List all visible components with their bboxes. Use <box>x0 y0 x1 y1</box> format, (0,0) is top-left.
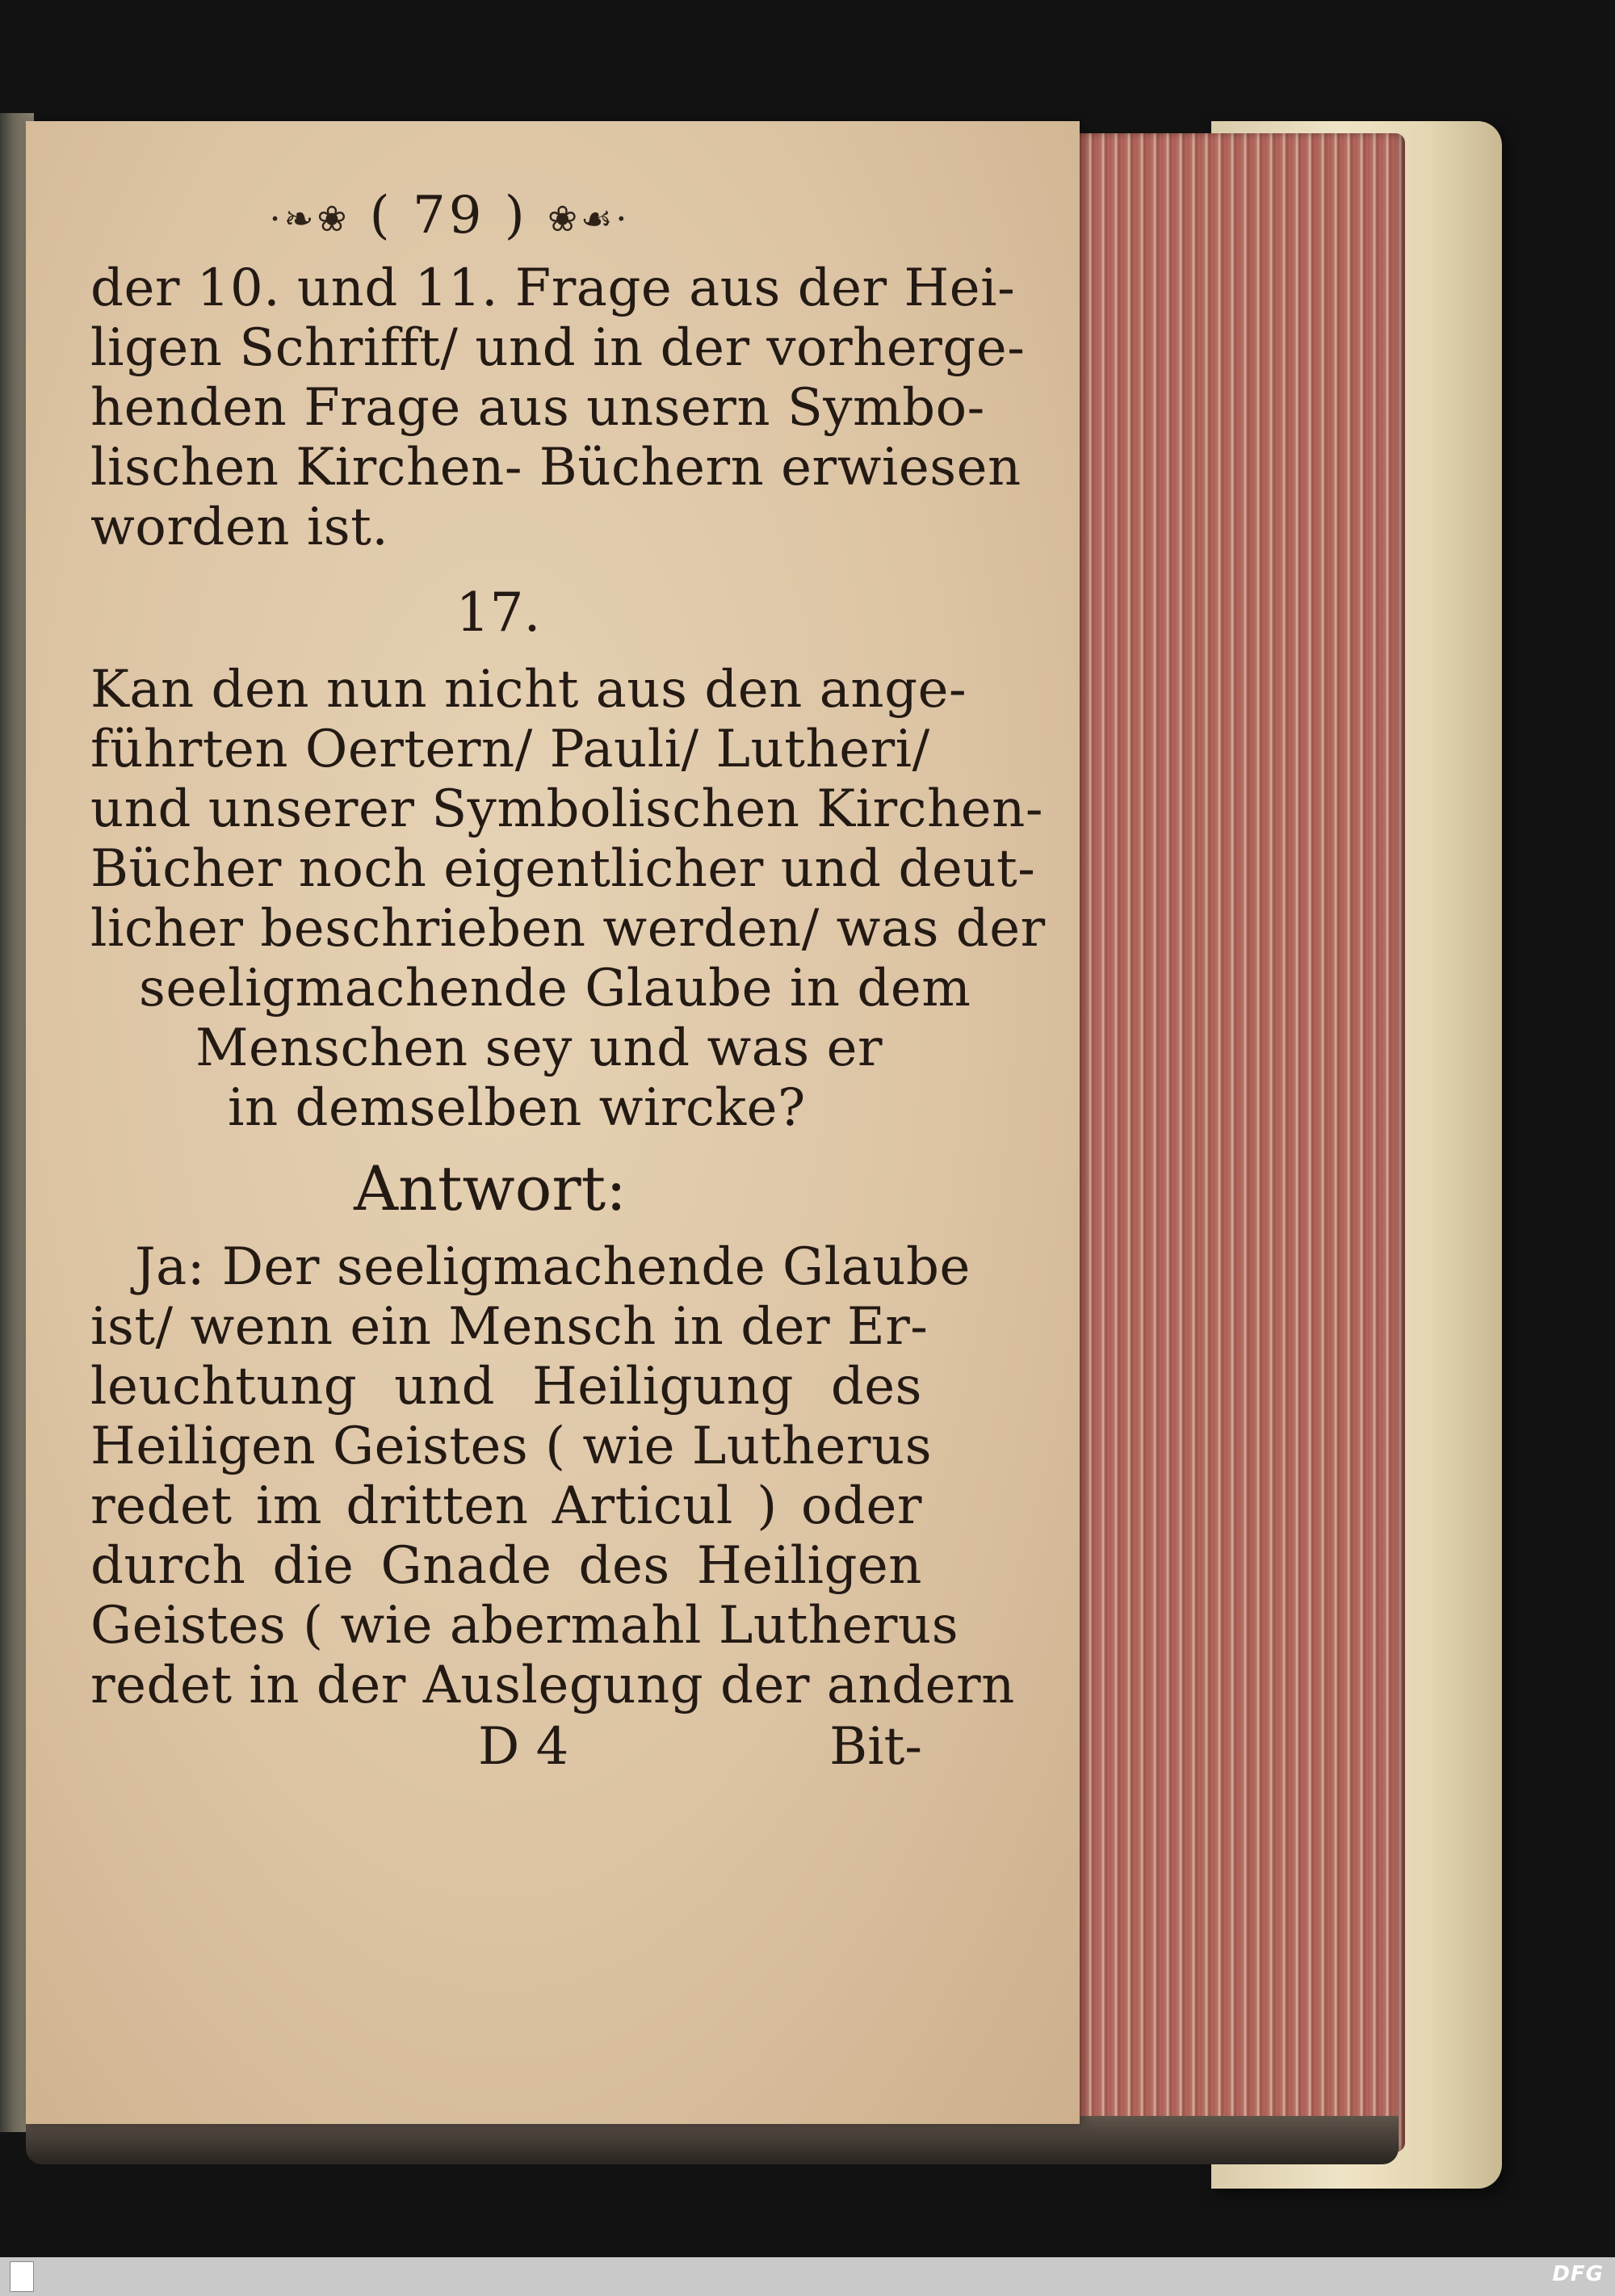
viewer-footer-bar <box>0 2257 1615 2296</box>
page-header <box>0 186 922 258</box>
answer-line: redet im dritten Articul ) oder <box>90 1476 922 1536</box>
question-number: 17. <box>455 581 541 644</box>
answer-line: leuchtung und Heiligung des <box>90 1357 922 1417</box>
answer-heading: Antwort: <box>354 1152 627 1224</box>
question-line: Menschen sey und was er <box>195 1018 883 1078</box>
dfg-logo: DFG <box>1552 2262 1604 2286</box>
library-logo-icon <box>10 2261 34 2292</box>
text-line: der 10. und 11. Frage aus der Hei- <box>90 258 1016 318</box>
answer-line: redet in der Auslegung der andern <box>90 1656 1015 1715</box>
page-foot <box>90 1717 922 1782</box>
page-number: ( 79 ) <box>369 186 528 246</box>
answer-line: Ja: Der seeligmachende Glaube <box>135 1237 971 1297</box>
text-line: worden ist. <box>90 497 389 557</box>
text-line: henden Frage aus unsern Symbo- <box>90 378 985 438</box>
catchword: Bit- <box>829 1717 922 1777</box>
answer-line: ist/ wenn ein Mensch in der Er- <box>90 1297 929 1357</box>
answer-line: durch die Gnade des Heiligen <box>90 1536 922 1596</box>
ornament-left-icon: ·❧❀ <box>269 199 350 240</box>
red-page-edges <box>1058 133 1405 2152</box>
question-line: seeligmachende Glaube in dem <box>139 959 971 1018</box>
question-line: und unserer Symbolischen Kirchen- <box>90 779 1043 839</box>
text-line: lischen Kirchen- Büchern erwiesen <box>90 438 1021 497</box>
question-line: Bücher noch eigentlicher und deut- <box>90 839 1036 899</box>
page-text <box>90 186 1046 1782</box>
text-line: ligen Schrifft/ und in der vorherge- <box>90 318 1026 378</box>
ornament-right-icon: ❀☙· <box>547 199 631 240</box>
question-line: Kan den nun nicht aus den ange- <box>90 660 967 720</box>
answer-line: Geistes ( wie abermahl Lutherus <box>90 1596 959 1656</box>
question-line: licher beschrieben werden/ was der <box>90 899 1046 959</box>
signature-mark: D 4 <box>478 1717 569 1777</box>
answer-line: Heiligen Geistes ( wie Lutherus <box>90 1417 933 1476</box>
question-line: in demselben wircke? <box>228 1078 806 1138</box>
question-line: führten Oertern/ Pauli/ Lutheri/ <box>90 720 930 779</box>
